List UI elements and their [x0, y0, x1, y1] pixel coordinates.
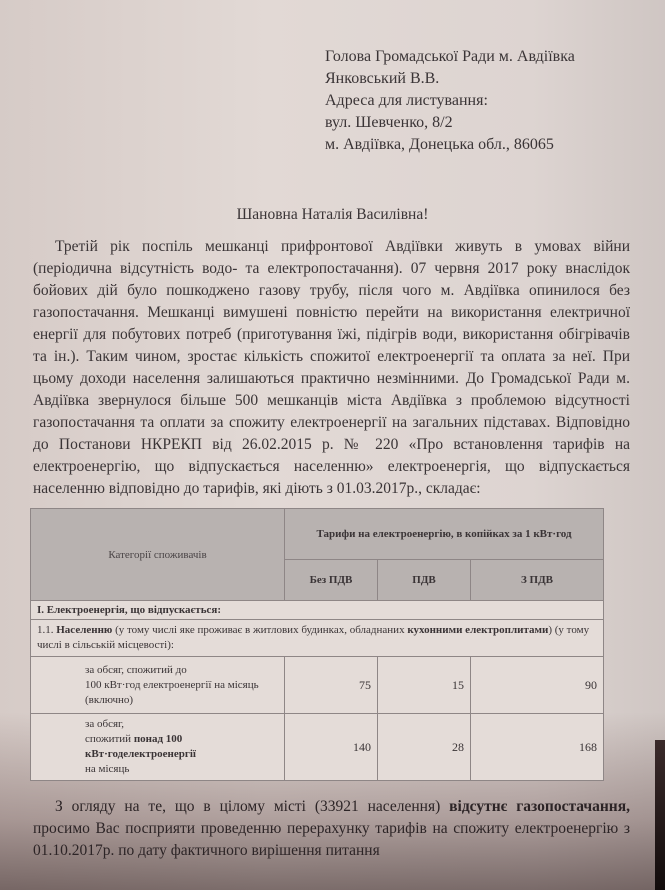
- row-label: [31, 714, 285, 781]
- cell-with-vat: 168: [471, 714, 604, 781]
- table-row: [31, 657, 604, 714]
- subsection-row: [31, 620, 604, 657]
- row-label-line: за обсяг, спожитий до: [85, 663, 187, 676]
- header-col-with-vat: З ПДВ: [471, 560, 604, 601]
- subsection-prefix: 1.1.: [37, 624, 54, 636]
- body-paragraph: Третій рік поспіль мешканці прифронтової Авдіївки живуть в умовах війни (періодична відсутність водо- та електропостачання). 07 червня 2017 року внаслідок бойових дій було пошкоджено газову трубу, після чого м. Авдіївка опинилося без газопостачання. Мешканці вимушені повністю перейти на використання електричної енергії для побутових потреб (приготування їжі, підігрів води, використання обігрівачів та ін.). Таким чином, зростає кількість спожитої електроенергії та оплата за неї. При цьому доходи населення залишаються практично незмінними. До Громадської Ради м. Авдіївка звернулося більше 500 мешканців міста Авдіївка з проблемою відсутності газопостачання та оплати за спожиту електроенергії на загальних підставах. Відповідно до Постанови НКРЕКП від 26.02.2015 р. № 220 «Про встановлення тарифів на електроенергію, що відпускається населенню» електроенергія, що відпускається населенню відповідно до тарифів, які діють з 01.03.2017р., складає:: [33, 238, 630, 497]
- row-label-line: 100 кВт·год електроенергії на місяць: [85, 678, 259, 691]
- addressee-block: [325, 46, 575, 156]
- row-label-plain: спожитий: [85, 733, 134, 745]
- table-row: [31, 714, 604, 781]
- header-col-vat: ПДВ: [378, 560, 471, 601]
- closing-text: просимо Вас посприяти проведенню перерахунку тарифів на спожиту електроенергію з 01.10.2017р. по дату фактичного вирішення питання: [33, 820, 630, 859]
- row-label-bold: понад 100 кВт·годелектроенергії: [85, 733, 196, 760]
- row-label-line: (включно): [85, 693, 134, 706]
- row-label-line: за обсяг,: [85, 718, 125, 730]
- section-row: [31, 601, 604, 620]
- row-label-line: [85, 732, 278, 762]
- header-col-no-vat: Без ПДВ: [285, 560, 378, 601]
- addressee-line: Янковський В.В.: [325, 70, 440, 87]
- row-label-line: на місяць: [85, 763, 130, 775]
- subsection-end: ) (у тому числі в сільській місцевості):: [37, 624, 590, 651]
- addressee-line: Адреса для листування:: [325, 92, 488, 109]
- addressee-line: м. Авдіївка, Донецька обл., 86065: [325, 136, 554, 153]
- section-label: І. Електроенергія, що відпускається:: [37, 604, 222, 616]
- cell-with-vat: 90: [471, 657, 604, 714]
- greeting: Шановна Наталія Василівна!: [236, 206, 429, 223]
- closing-paragraph: [33, 796, 630, 862]
- row-label: [31, 657, 285, 714]
- header-tariffs: Тарифи на електроенергію, в копійках за 1 кВт·год: [285, 509, 604, 560]
- cell-no-vat: 75: [285, 657, 378, 714]
- subsection-bold2: кухонними електроплитами: [407, 624, 549, 636]
- cell-vat: 15: [378, 657, 471, 714]
- closing-bold-text: відсутнє газопостачання,: [449, 798, 630, 815]
- addressee-line: Голова Громадської Ради м. Авдіївка: [325, 48, 575, 65]
- cell-vat: 28: [378, 714, 471, 781]
- subsection-mid: (у тому числі яке проживає в житлових будинках, обладнаних: [112, 624, 408, 636]
- tariff-table: [30, 508, 604, 781]
- addressee-line: вул. Шевченко, 8/2: [325, 114, 453, 131]
- header-category: Категорії споживачів: [31, 509, 285, 601]
- background-edge: [655, 740, 665, 890]
- cell-no-vat: 140: [285, 714, 378, 781]
- closing-text: З огляду на те, що в цілому місті (33921 населення): [55, 798, 450, 815]
- subsection-bold1: Населенню: [56, 624, 113, 636]
